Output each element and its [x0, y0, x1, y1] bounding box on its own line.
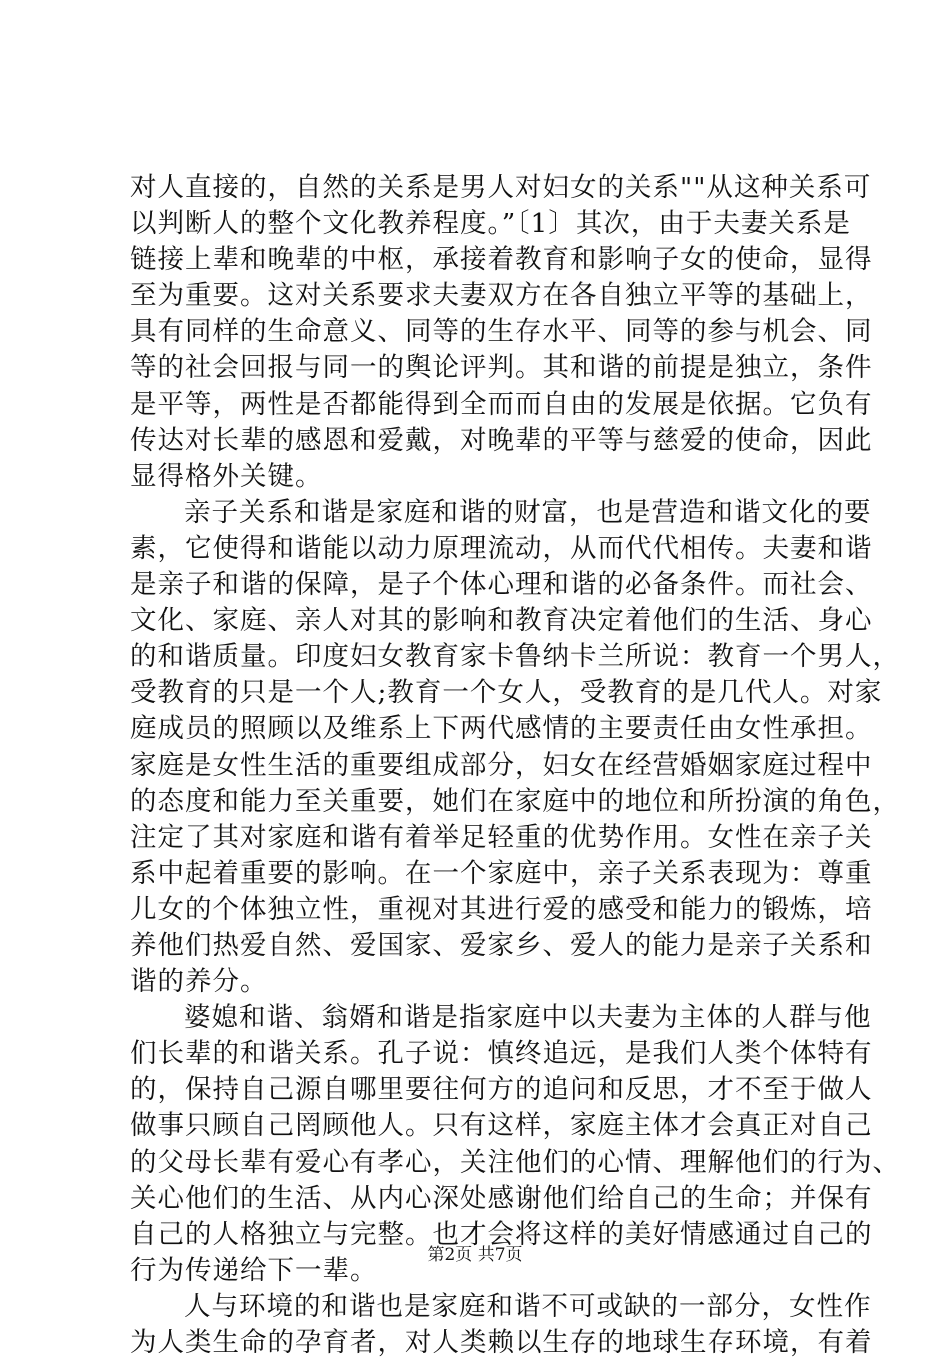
text-line: 对人直接的，自然的关系是男人对妇女的关系""从这种关系可 — [130, 172, 872, 203]
text-line: 受教育的只是一个人;教育一个女人，受教育的是几代人。对家 — [130, 677, 883, 709]
text-line: 们长辈的和谐关系。孔子说：慎终追远，是我们人类个体特有 — [130, 1038, 873, 1070]
text-line: 亲子关系和谐是家庭和谐的财富，也是营造和谐文化的要 — [184, 496, 872, 528]
text-line: 的，保持自己源自哪里要往何方的追问和反思，才不至于做人 — [130, 1074, 873, 1106]
paragraph — [130, 495, 900, 1000]
text-line: 行为传递给下一辈。 — [130, 1254, 378, 1286]
text-line: 是平等，两性是否都能得到全而而自由的发展是依据。它负有 — [130, 388, 873, 420]
text-line: 传达对长辈的感恩和爱戴，对晚辈的平等与慈爱的使命，因此 — [130, 424, 873, 456]
text-line: 谐的养分。 — [130, 966, 268, 998]
text-line: 自己的人格独立与完整。也才会将这样的美好情感通过自己的 — [130, 1218, 873, 1250]
text-line: 儿女的个体独立性，重视对其进行爱的感受和能力的锻炼，培 — [130, 893, 873, 925]
text-line: 的态度和能力至关重要，她们在家庭中的地位和所扮演的角色， — [130, 785, 900, 817]
text-line: 文化、家庭、亲人对其的影响和教育决定着他们的生活、身心 — [130, 605, 873, 637]
text-line: 婆媳和谐、翁婿和谐是指家庭中以夫妻为主体的人群与他 — [184, 1002, 872, 1034]
text-line: 的和谐质量。印度妇女教育家卡鲁纳卡兰所说：教育一个男人， — [130, 641, 900, 673]
text-line: 的父母长辈有爱心有孝心，关注他们的心情、理解他们的行为、 — [130, 1146, 900, 1178]
text-line: 以判断人的整个文化教养程度。”〔1〕其次，由于夫妻关系是 — [130, 208, 851, 240]
text-line: 系中起着重要的影响。在一个家庭中，亲子关系表现为：尊重 — [130, 857, 873, 889]
paragraph — [130, 1289, 873, 1361]
text-line: 显得格外关键。 — [130, 460, 323, 492]
text-line: 家庭是女性生活的重要组成部分，妇女在经营婚姻家庭过程中 — [130, 749, 873, 781]
paragraph — [130, 170, 873, 495]
text-line: 至为重要。这对关系要求夫妻双方在各自独立平等的基础上， — [130, 280, 873, 312]
text-line: 链接上辈和晚辈的中枢，承接着教育和影响子女的使命，显得 — [130, 244, 873, 276]
document-body — [130, 170, 900, 1361]
text-line: 是亲子和谐的保障，是子个体心理和谐的必备条件。而社会、 — [130, 569, 873, 601]
page-number: 第2页 共7页 — [427, 1245, 523, 1265]
text-line: 养他们热爱自然、爱国家、爱家乡、爱人的能力是亲子关系和 — [130, 929, 873, 961]
text-line: 庭成员的照顾以及维系上下两代感情的主要责任由女性承担。 — [130, 713, 873, 745]
text-line: 注定了其对家庭和谐有着举足轻重的优势作用。女性在亲子关 — [130, 821, 873, 853]
text-line: 为人类生命的孕育者，对人类赖以生存的地球生存环境，有着 — [130, 1327, 873, 1358]
text-line: 关心他们的生活、从内心深处感谢他们给自己的生命；并保有 — [130, 1182, 873, 1214]
page-footer — [0, 1244, 950, 1266]
text-line: 等的社会回报与同一的舆论评判。其和谐的前提是独立，条件 — [130, 352, 873, 384]
text-line: 做事只顾自己罔顾他人。只有这样，家庭主体才会真正对自己 — [130, 1110, 873, 1142]
text-line: 人与环境的和谐也是家庭和谐不可或缺的一部分，女性作 — [184, 1290, 872, 1322]
text-line: 具有同样的生命意义、同等的生存水平、同等的参与机会、同 — [130, 316, 873, 348]
text-line: 素，它使得和谐能以动力原理流动，从而代代相传。夫妻和谐 — [130, 532, 873, 564]
